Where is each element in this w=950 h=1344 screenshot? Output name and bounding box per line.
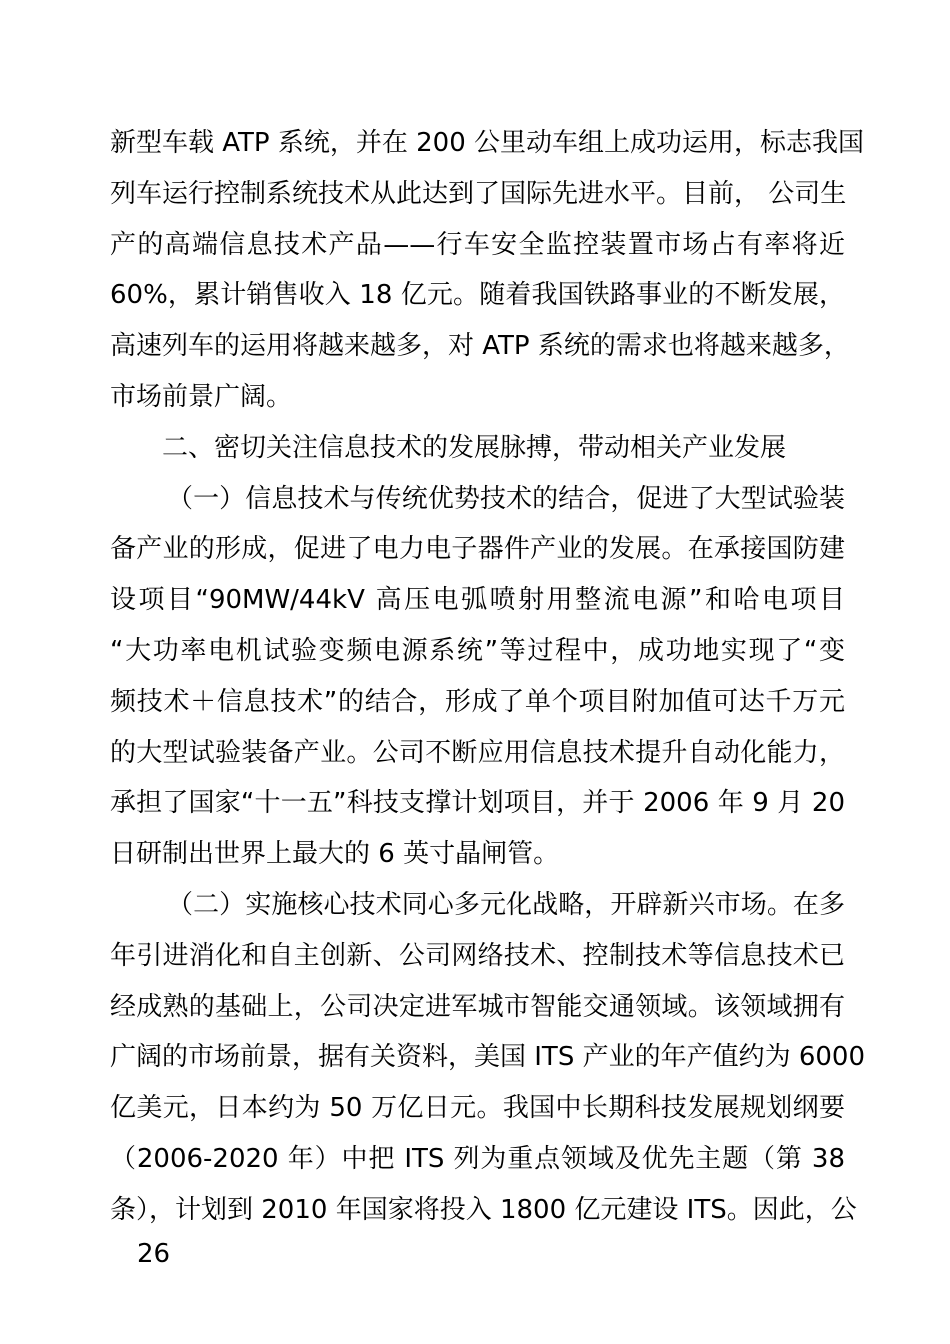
text-line: “大功率电机试验变频电源系统”等过程中，成功地实现了“变 xyxy=(110,635,845,666)
section-heading: 二、密切关注信息技术的发展脉搏，带动相关产业发展 xyxy=(162,432,787,463)
text-line: （二）实施核心技术同心多元化战略，开辟新兴市场。在多 xyxy=(167,889,845,920)
text-line: 亿美元，日本约为 50 万亿日元。我国中长期科技发展规划纲要 xyxy=(110,1093,845,1124)
text-line: 的大型试验装备产业。公司不断应用信息技术提升自动化能力， xyxy=(110,737,845,768)
text-line: （一）信息技术与传统优势技术的结合，促进了大型试验装 xyxy=(167,483,845,514)
text-line: 日研制出世界上最大的 6 英寸晶闸管。 xyxy=(110,839,560,870)
text-line: （2006-2020 年）中把 ITS 列为重点领域及优先主题（第 38 xyxy=(110,1143,845,1174)
text-line: 经成熟的基础上，公司决定进军城市智能交通领域。该领域拥有 xyxy=(110,991,845,1022)
body-text xyxy=(110,118,866,1236)
text-line: 高速列车的运用将越来越多，对 ATP 系统的需求也将越来越多， xyxy=(110,331,850,362)
text-line: 条），计划到 2010 年国家将投入 1800 亿元建设 ITS。因此，公 xyxy=(110,1194,857,1225)
page-number: 26 xyxy=(137,1239,171,1269)
text-line: 承担了国家“十一五”科技支撑计划项目，并于 2006 年 9 月 20 xyxy=(110,788,845,819)
text-line: 年引进消化和自主创新、公司网络技术、控制技术等信息技术已 xyxy=(110,940,845,971)
text-line: 市场前景广阔。 xyxy=(110,381,293,412)
text-line: 设项目“90MW/44kV 高压电弧喷射用整流电源”和哈电项目 xyxy=(110,585,845,616)
text-line: 60%，累计销售收入 18 亿元。随着我国铁路事业的不断发展， xyxy=(110,280,845,311)
text-line: 频技术＋信息技术”的结合，形成了单个项目附加值可达千万元 xyxy=(110,686,845,717)
text-line: 产的高端信息技术产品——行车安全监控装置市场占有率将近 xyxy=(110,229,845,260)
text-line: 列车运行控制系统技术从此达到了国际先进水平。目前， 公司生 xyxy=(110,178,847,209)
text-line: 广阔的市场前景，据有关资料，美国 ITS 产业的年产值约为 6000 xyxy=(110,1042,866,1073)
text-line: 新型车载 ATP 系统，并在 200 公里动车组上成功运用，标志我国 xyxy=(110,128,865,158)
text-line: 备产业的形成，促进了电力电子器件产业的发展。在承接国防建 xyxy=(110,534,845,565)
